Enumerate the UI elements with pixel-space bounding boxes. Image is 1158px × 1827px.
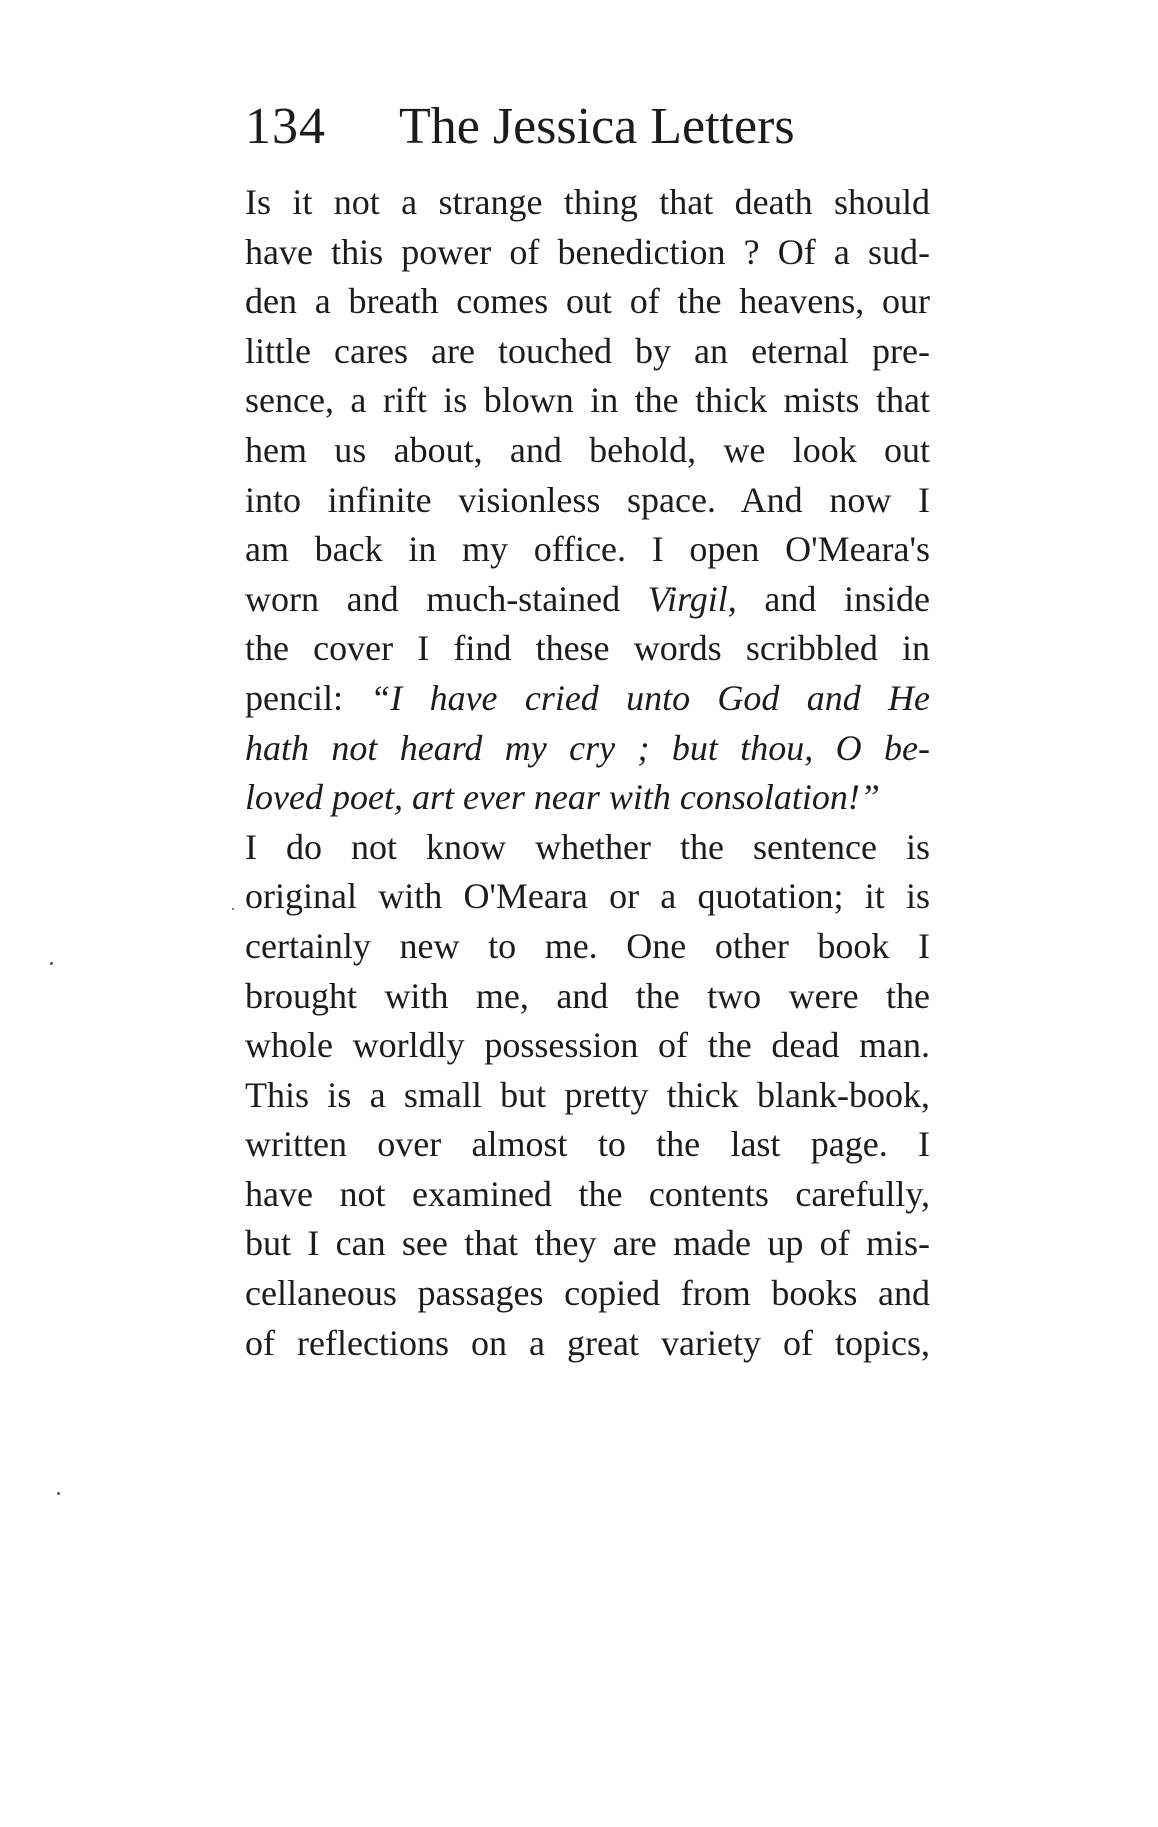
body-text (245, 178, 930, 1368)
text-line: written over almost to the last page. I (245, 1124, 930, 1165)
text-line: of reflections on a great variety of topics, (245, 1322, 930, 1363)
text-line: whole worldly possession of the dead man. (245, 1025, 930, 1066)
text-line: into infinite visionless space. And now I (245, 479, 930, 520)
text-line: certainly new to me. One other book I (245, 925, 930, 966)
text-line: original with O'Meara or a quotation; it is (245, 876, 930, 917)
text-line: am back in my office. I open O'Meara's (245, 529, 930, 570)
text-line: I do not know whether the sentence is (245, 826, 930, 867)
text-line: Is it not a strange thing that death should (245, 182, 930, 222)
scan-speck (50, 962, 53, 965)
text-line: hem us about, and behold, we look out (245, 429, 930, 470)
text-line: sence, a rift is blown in the thick mists that (245, 380, 930, 421)
text-line: pencil: “I have cried unto God and He (245, 677, 930, 718)
text-line: worn and much-stained Virgil, and inside (245, 578, 930, 619)
text-line: brought with me, and the two were the (245, 975, 930, 1016)
text-line: cellaneous passages copied from books and (245, 1273, 930, 1314)
text-line (245, 773, 930, 823)
text-line: den a breath comes out of the heavens, our (245, 281, 930, 322)
text-line: This is a small but pretty thick blank-book, (245, 1074, 930, 1115)
text-line: have this power of benediction ? Of a sud- (245, 231, 930, 272)
text-line: little cares are touched by an eternal pre- (245, 330, 930, 371)
quotation-text: “I have cried unto God and He (370, 677, 930, 718)
text-line (245, 724, 930, 774)
scan-speck (232, 908, 234, 910)
running-title: The Jessica Letters (399, 98, 795, 155)
page-number: 134 (245, 98, 326, 155)
book-title-virgil: Virgil, (647, 578, 737, 619)
quotation-text: hath not heard my cry ; but thou, O be- (245, 727, 930, 768)
page-header (245, 92, 945, 162)
scan-speck (57, 1492, 60, 1495)
text-line: have not examined the contents carefully, (245, 1173, 930, 1214)
text-line: but I can see that they are made up of mis- (245, 1223, 930, 1264)
text-line: the cover I find these words scribbled in (245, 628, 930, 669)
quotation-text: loved poet, art ever near with consolation!” (245, 777, 880, 818)
